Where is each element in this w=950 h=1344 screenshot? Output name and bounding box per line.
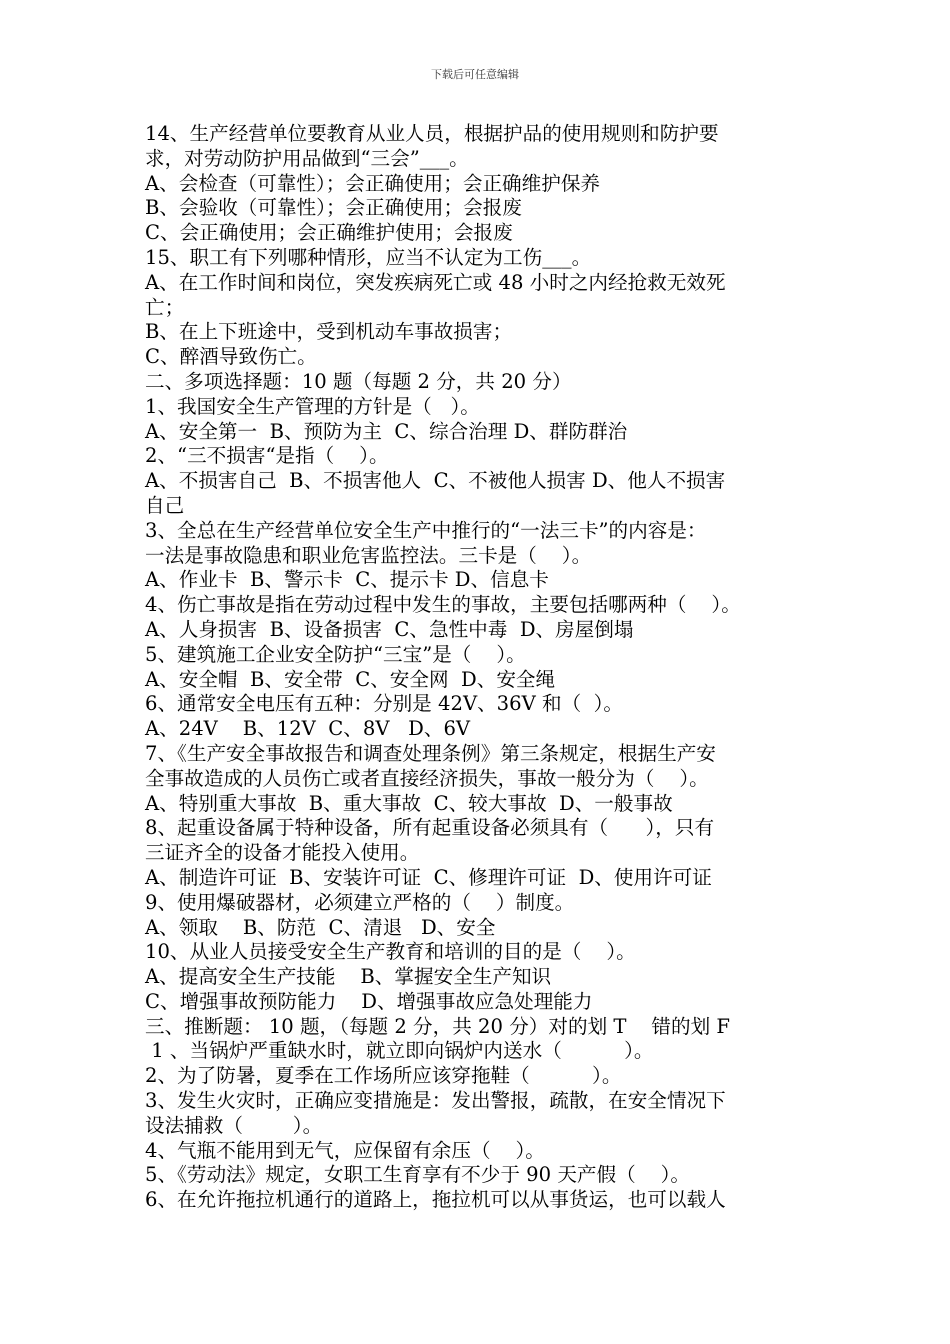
text-line: 3、全总在生产经营单位安全生产中推行的“一法三卡”的内容是： (145, 518, 707, 542)
text-line: A、24V B、12V C、8V D、6V (145, 717, 471, 741)
text-line: 5、建筑施工企业安全防护“三宝”是（ ）。 (145, 642, 526, 666)
text-line: 7、《生产安全事故报告和调查处理条例》第三条规定，根据生产安 (145, 741, 716, 765)
text-line: 3、发生火灾时，正确应变措施是：发出警报，疏散，在安全情况下 (145, 1089, 726, 1113)
text-line: 二、多项选择题：10 题（每题 2 分，共 20 分） (145, 369, 572, 393)
text-line: A、会检查（可靠性）；会正确使用；会正确维护保养 (145, 171, 601, 195)
text-line: 2、“三不损害“是指（ ）。 (145, 444, 389, 468)
text-line: 全事故造成的人员伤亡或者直接经济损失，事故一般分为（ ）。 (145, 766, 709, 790)
text-line: B、会验收（可靠性）；会正确使用；会报废 (145, 196, 522, 220)
text-line: A、特别重大事故 B、重大事故 C、较大事故 D、一般事故 (145, 791, 673, 815)
text-line: 6、通常安全电压有五种：分别是 42V、36V 和（ ）。 (145, 692, 624, 716)
text-line: A、作业卡 B、警示卡 C、提示卡 D、信息卡 (145, 568, 549, 592)
text-line: 15、职工有下列哪种情形，应当不认定为工伤___。 (145, 245, 592, 269)
text-line: 10、从业人员接受安全生产教育和培训的目的是（ ）。 (145, 940, 636, 964)
text-line: A、制造许可证 B、安装许可证 C、修理许可证 D、使用许可证 (145, 865, 712, 889)
text-line: 4、伤亡事故是指在劳动过程中发生的事故，主要包括哪两种（ ）。 (145, 593, 741, 617)
text-line: A、安全第一 B、预防为主 C、综合治理 D、群防群治 (145, 419, 628, 443)
text-line: 设法捕救（ ）。 (145, 1113, 323, 1137)
text-line: 9、使用爆破器材，必须建立严格的（ ）制度。 (145, 890, 575, 914)
text-line: 14、生产经营单位要教育从业人员，根据护品的使用规则和防护要 (145, 122, 719, 145)
text-line: A、领取 B、防范 C、清退 D、安全 (145, 915, 496, 939)
document-body (145, 122, 825, 1213)
text-line: 三、推断题： 10 题，（每题 2 分，共 20 分）对的划 T 错的划 F (145, 1014, 730, 1038)
text-line: 6、在允许拖拉机通行的道路上，拖拉机可以从事货运，也可以载人 (145, 1188, 726, 1212)
text-line: 2、为了防暑，夏季在工作场所应该穿拖鞋（ ）。 (145, 1064, 622, 1088)
text-line: A、安全帽 B、安全带 C、安全网 D、安全绳 (145, 667, 556, 691)
text-line: 1 、当锅炉严重缺水时，就立即向锅炉内送水（ ）。 (145, 1039, 654, 1063)
text-line: 1、我国安全生产管理的方针是（ ）。 (145, 394, 480, 418)
text-line: A、提高安全生产技能 B、掌握安全生产知识 (145, 965, 552, 989)
text-line: A、人身损害 B、设备损害 C、急性中毒 D、房屋倒塌 (145, 617, 634, 641)
text-line: 4、气瓶不能用到无气，应保留有余压（ ）。 (145, 1138, 545, 1162)
text-line: 8、起重设备属于特种设备，所有起重设备必须具有（ ），只有 (145, 816, 715, 840)
page-header: 下载后可任意编辑 (431, 68, 519, 81)
text-line: C、增强事故预防能力 D、增强事故应急处理能力 (145, 989, 593, 1013)
text-line: 亡； (145, 295, 185, 319)
text-line: C、会正确使用；会正确维护使用；会报废 (145, 221, 513, 245)
text-line: 自己 (145, 493, 185, 517)
text-line: 一法是事故隐患和职业危害监控法。三卡是（ ）。 (145, 543, 592, 567)
text-line: A、不损害自己 B、不损害他人 C、不被他人损害 D、他人不损害 (145, 469, 726, 493)
text-line: B、在上下班途中，受到机动车事故损害； (145, 320, 513, 344)
text-line: 5、《劳动法》规定，女职工生育享有不少于 90 天产假（ ）。 (145, 1163, 691, 1187)
text-line: C、醉酒导致伤亡。 (145, 345, 317, 369)
text-line: 三证齐全的设备才能投入使用。 (145, 841, 420, 865)
text-line: A、在工作时间和岗位，突发疾病死亡或 48 小时之内经抢救无效死 (145, 270, 726, 294)
text-line: 求，对劳动防护用品做到“三会”___。 (145, 146, 469, 170)
